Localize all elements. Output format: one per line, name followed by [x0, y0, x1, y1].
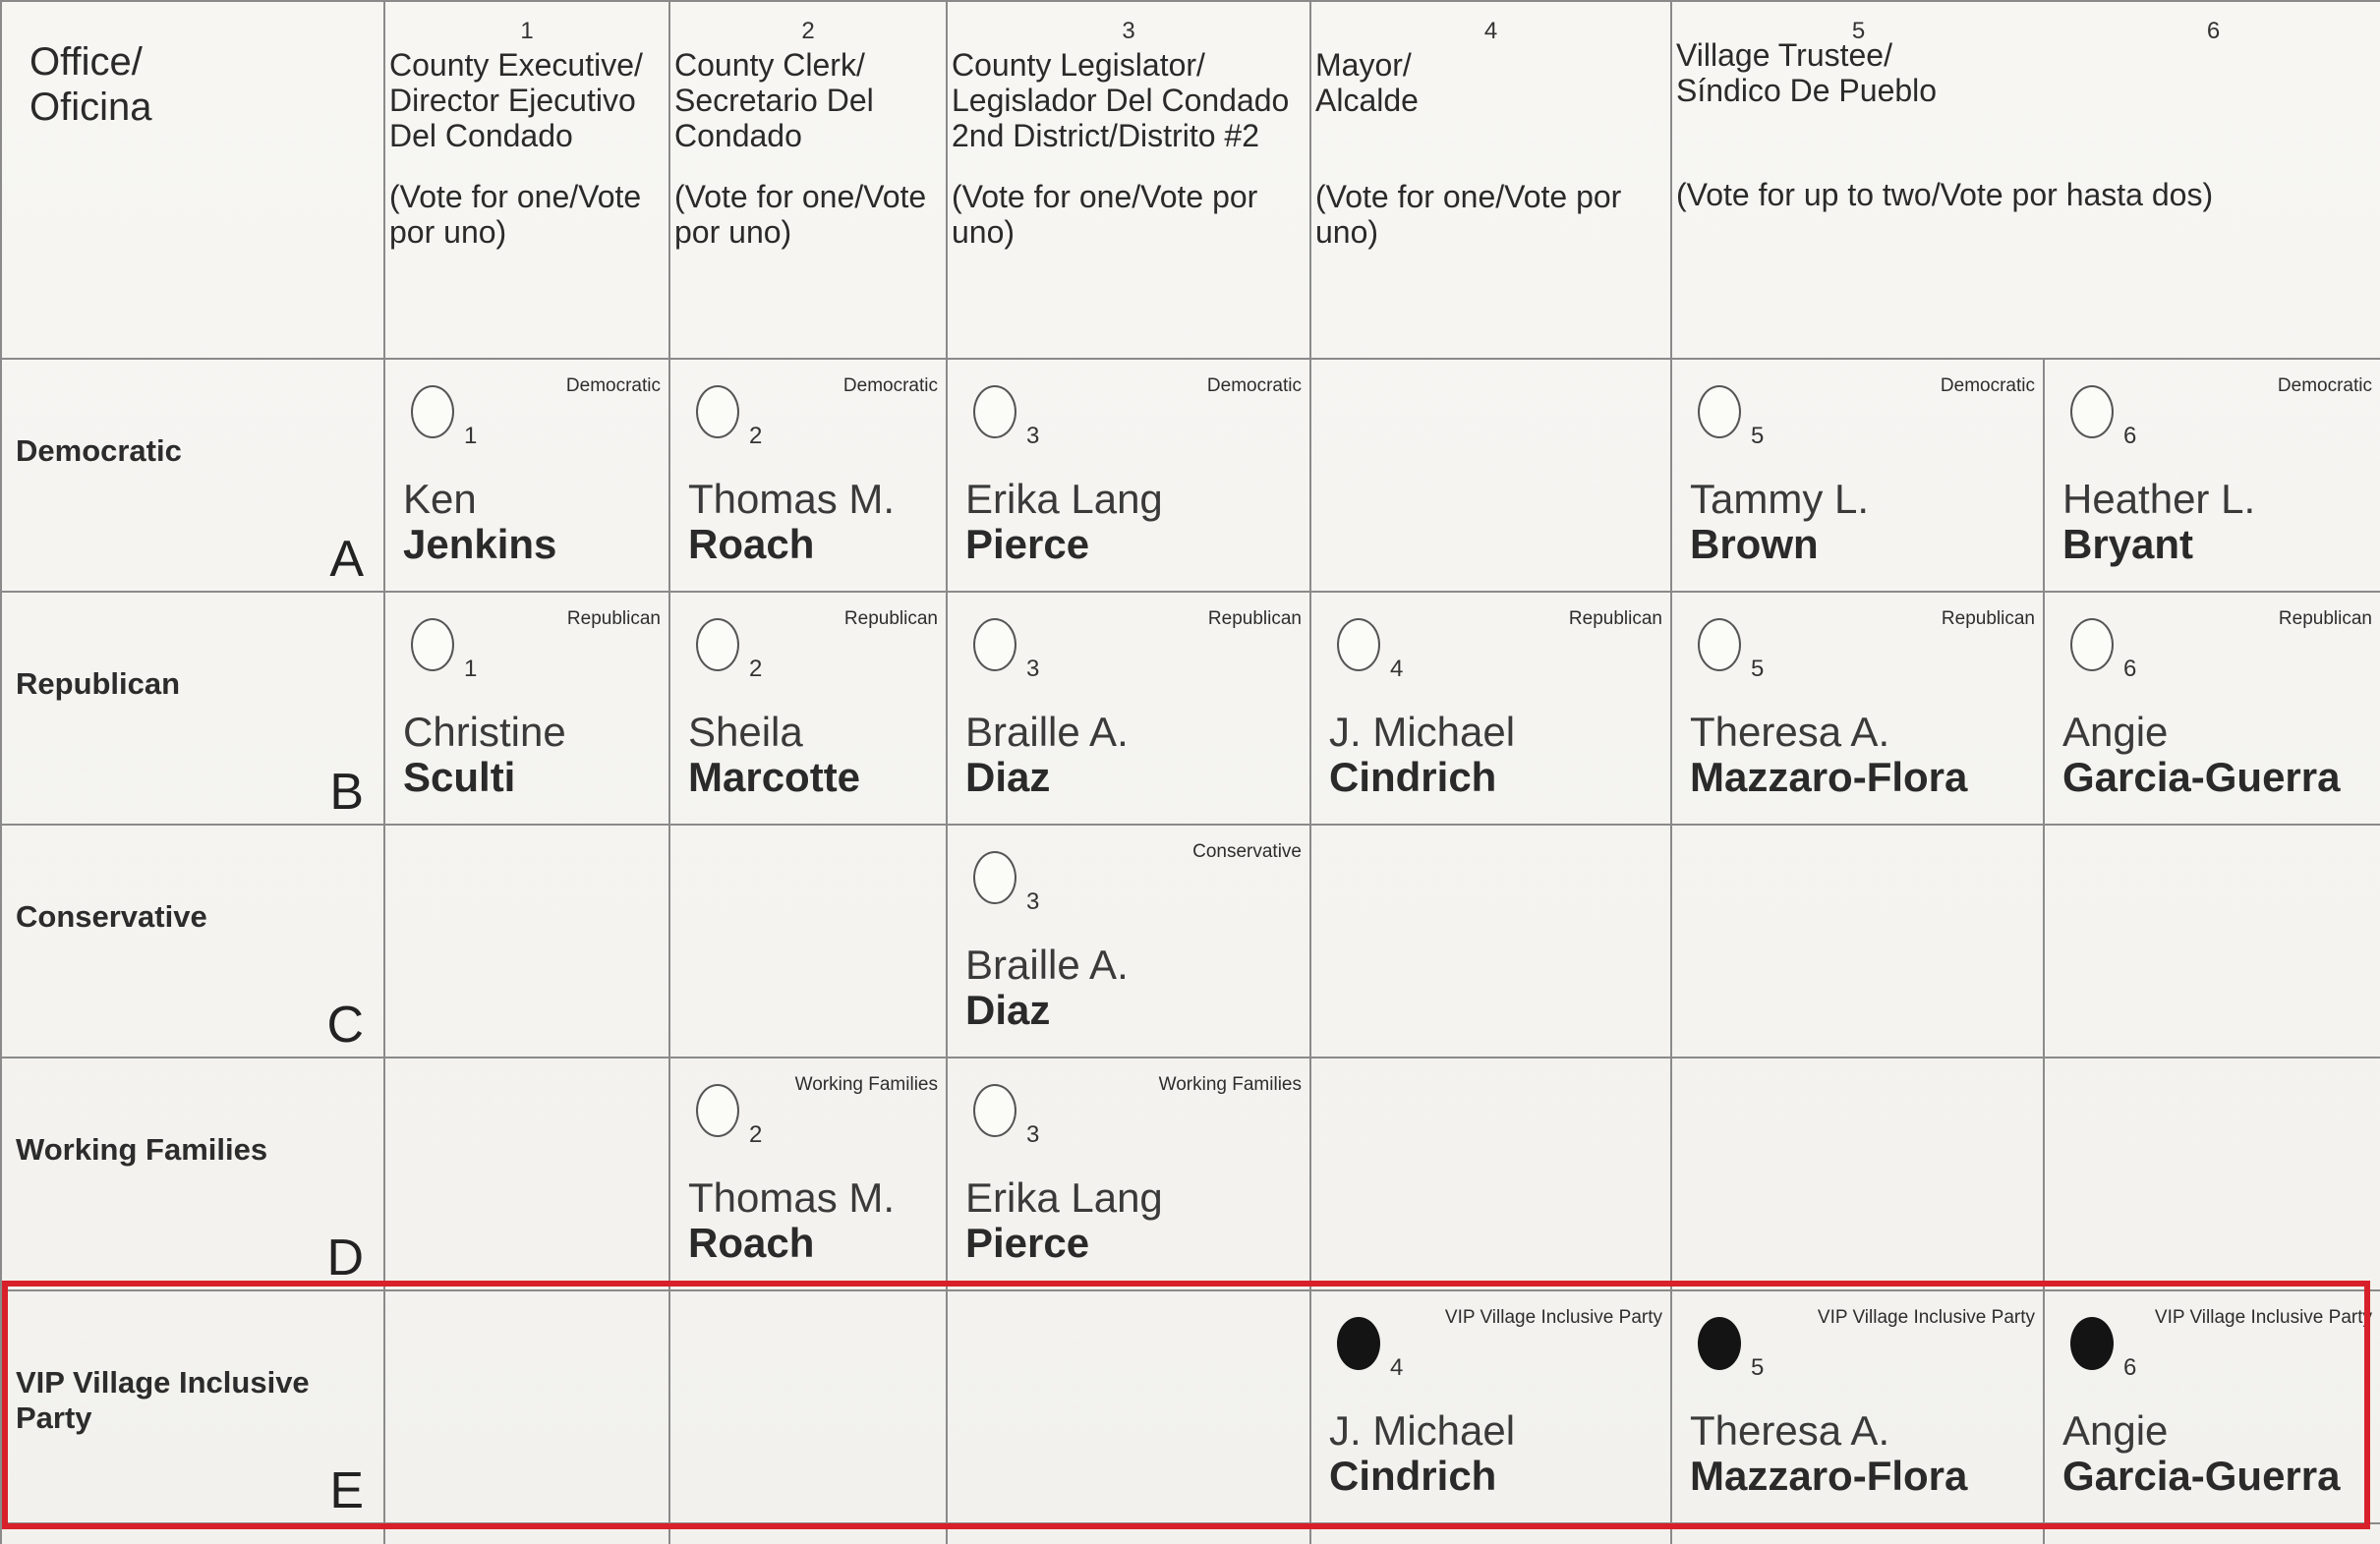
vote-oval[interactable] — [696, 618, 739, 671]
party-name: Republican — [16, 666, 181, 701]
party-row-a — [1, 359, 2380, 592]
oval-number: 3 — [1026, 656, 1040, 682]
office-name: Village Trustee/ Síndico De Pueblo — [1676, 37, 1938, 108]
party-row-e — [1, 1290, 2380, 1523]
vote-oval[interactable] — [2070, 618, 2114, 671]
party-name: Democratic — [16, 433, 182, 468]
candidate-party: Working Families — [1158, 1074, 1302, 1095]
candidate-party: Democratic — [1206, 375, 1302, 396]
party-label-cell — [1, 825, 384, 1058]
column-number: 5 — [1851, 18, 1866, 44]
candidate-party: Democratic — [1940, 375, 2035, 396]
vote-oval[interactable] — [1698, 618, 1741, 671]
candidate-first-name: Christine — [403, 709, 566, 755]
vote-oval[interactable] — [2070, 1317, 2114, 1370]
party-row-b — [1, 592, 2380, 825]
candidate-cell — [669, 359, 947, 592]
office-header-row — [1, 1, 2380, 359]
office-column-3 — [947, 1, 1310, 359]
candidate-first-name: Thomas M. — [688, 476, 896, 522]
vote-oval[interactable] — [696, 385, 739, 438]
candidate-party: Democratic — [842, 375, 938, 396]
candidate-party: Republican — [1568, 608, 1662, 629]
oval-number: 5 — [1751, 1354, 1765, 1381]
candidate-party: Conservative — [1192, 841, 1302, 862]
candidate-last-name: Pierce — [965, 1220, 1090, 1266]
column-number: 3 — [1122, 18, 1135, 44]
candidate-last-name: Brown — [1690, 521, 1819, 567]
empty-cell — [1671, 1058, 2044, 1290]
vote-oval[interactable] — [973, 1084, 1016, 1137]
column-number: 2 — [801, 18, 815, 44]
oval-number: 3 — [1026, 888, 1040, 915]
party-label-cell — [1, 592, 384, 825]
vote-instruction: (Vote for up to two/Vote por hasta dos) — [1676, 177, 2214, 212]
next-row-edge — [1, 1523, 2380, 1544]
vote-instruction: (Vote for one/Vote por uno) — [1315, 179, 1622, 250]
office-name: County Executive/ Director Ejecutivo Del Condado — [389, 47, 643, 153]
row-letter: E — [329, 1462, 364, 1519]
column-number: 1 — [520, 18, 534, 44]
candidate-last-name: Jenkins — [403, 521, 557, 567]
empty-cell — [947, 1290, 1310, 1523]
candidate-last-name: Mazzaro-Flora — [1690, 1453, 1968, 1499]
candidate-party: Republican — [2278, 608, 2372, 629]
candidate-first-name: Thomas M. — [688, 1174, 896, 1221]
office-label: Office/ Oficina — [29, 40, 152, 129]
row-letter: D — [326, 1229, 364, 1287]
candidate-cell — [2044, 1290, 2380, 1523]
candidate-party: Working Families — [794, 1074, 938, 1095]
candidate-last-name: Pierce — [965, 521, 1090, 567]
oval-number: 6 — [2123, 423, 2137, 449]
vote-oval[interactable] — [1337, 1317, 1380, 1370]
candidate-cell — [669, 1058, 947, 1290]
candidate-last-name: Diaz — [965, 987, 1051, 1033]
candidate-party: VIP Village Inclusive Party — [1444, 1307, 1662, 1328]
candidate-cell — [1310, 1290, 1671, 1523]
candidate-first-name: J. Michael — [1329, 709, 1516, 755]
vote-oval[interactable] — [696, 1084, 739, 1137]
oval-number: 4 — [1390, 1354, 1404, 1381]
candidate-last-name: Cindrich — [1329, 754, 1497, 800]
oval-number: 5 — [1751, 656, 1765, 682]
candidate-party: Republican — [1941, 608, 2035, 629]
oval-number: 3 — [1026, 423, 1040, 449]
party-label-cell — [1, 1290, 384, 1523]
column-number: 6 — [2206, 18, 2221, 44]
row-letter: C — [326, 997, 364, 1054]
candidate-cell — [1671, 592, 2044, 825]
vote-oval[interactable] — [973, 385, 1016, 438]
vote-instruction: (Vote for one/Vote por uno) — [952, 179, 1258, 250]
vote-oval[interactable] — [411, 385, 454, 438]
office-column-5-6 — [1671, 1, 2380, 359]
vote-oval[interactable] — [411, 618, 454, 671]
empty-cell — [1310, 825, 1671, 1058]
row-letter: A — [329, 531, 364, 588]
vote-oval[interactable] — [1698, 385, 1741, 438]
candidate-last-name: Garcia-Guerra — [2062, 1453, 2341, 1499]
vote-oval[interactable] — [2070, 385, 2114, 438]
empty-cell — [1671, 825, 2044, 1058]
empty-cell — [384, 1290, 669, 1523]
candidate-last-name: Cindrich — [1329, 1453, 1497, 1499]
party-row-c — [1, 825, 2380, 1058]
candidate-cell — [1310, 592, 1671, 825]
candidate-party: Republican — [1207, 608, 1302, 629]
row-letter: B — [329, 764, 364, 821]
candidate-party: Democratic — [565, 375, 661, 396]
candidate-cell — [947, 825, 1310, 1058]
party-row-d — [1, 1058, 2380, 1290]
oval-number: 2 — [749, 1121, 763, 1148]
candidate-party: VIP Village Inclusive Party — [1817, 1307, 2035, 1328]
candidate-first-name: Ken — [403, 476, 477, 522]
oval-number: 6 — [2123, 656, 2137, 682]
candidate-first-name: Angie — [2062, 1407, 2169, 1454]
candidate-cell — [947, 1058, 1310, 1290]
candidate-party: Democratic — [2277, 375, 2372, 396]
oval-number: 2 — [749, 656, 763, 682]
empty-cell — [1310, 1058, 1671, 1290]
column-number: 4 — [1483, 18, 1498, 44]
candidate-cell — [947, 359, 1310, 592]
empty-cell — [669, 1290, 947, 1523]
office-label-cell — [1, 1, 384, 359]
candidate-first-name: Braille A. — [965, 942, 1129, 988]
vote-oval[interactable] — [1337, 618, 1380, 671]
candidate-last-name: Mazzaro-Flora — [1690, 754, 1968, 800]
candidate-cell — [1671, 1290, 2044, 1523]
party-name: Conservative — [16, 899, 207, 934]
candidate-party: Republican — [843, 608, 938, 629]
oval-number: 5 — [1751, 423, 1765, 449]
candidate-last-name: Roach — [688, 1220, 815, 1266]
candidate-party: VIP Village Inclusive Party — [2154, 1307, 2372, 1328]
candidate-last-name: Bryant — [2062, 521, 2194, 567]
oval-number: 1 — [464, 423, 478, 449]
candidate-first-name: Angie — [2062, 709, 2169, 755]
candidate-first-name: Erika Lang — [965, 476, 1163, 522]
candidate-cell — [947, 592, 1310, 825]
candidate-last-name: Marcotte — [688, 754, 861, 800]
candidate-cell — [384, 359, 669, 592]
candidate-first-name: Theresa A. — [1690, 1407, 1890, 1454]
empty-cell — [384, 825, 669, 1058]
office-name: County Clerk/ Secretario Del Condado — [674, 47, 874, 153]
candidate-first-name: Tammy L. — [1690, 476, 1870, 522]
candidate-last-name: Garcia-Guerra — [2062, 754, 2341, 800]
office-name: Mayor/ Alcalde — [1315, 47, 1419, 118]
party-name: VIP Village Inclusive Party — [16, 1365, 310, 1435]
candidate-last-name: Roach — [688, 521, 815, 567]
vote-oval[interactable] — [973, 851, 1016, 904]
candidate-first-name: Heather L. — [2062, 476, 2256, 522]
empty-cell — [2044, 825, 2380, 1058]
candidate-cell — [669, 592, 947, 825]
candidate-first-name: Erika Lang — [965, 1174, 1163, 1221]
vote-instruction: (Vote for one/Vote por uno) — [389, 179, 642, 250]
candidate-cell — [384, 592, 669, 825]
office-column-2 — [669, 1, 947, 359]
office-column-4 — [1310, 1, 1671, 359]
party-label-cell — [1, 1058, 384, 1290]
candidate-cell — [2044, 359, 2380, 592]
party-label-cell — [1, 359, 384, 592]
vote-instruction: (Vote for one/Vote por uno) — [674, 179, 927, 250]
office-column-1 — [384, 1, 669, 359]
vote-oval[interactable] — [1698, 1317, 1741, 1370]
candidate-last-name: Sculti — [403, 754, 516, 800]
vote-oval[interactable] — [973, 618, 1016, 671]
party-name: Working Families — [16, 1132, 268, 1167]
oval-number: 3 — [1026, 1121, 1040, 1148]
oval-number: 4 — [1390, 656, 1404, 682]
empty-cell — [384, 1058, 669, 1290]
candidate-first-name: Theresa A. — [1690, 709, 1890, 755]
empty-cell — [669, 825, 947, 1058]
empty-cell — [1310, 359, 1671, 592]
oval-number: 2 — [749, 423, 763, 449]
office-name: County Legislator/ Legislador Del Condado 2nd District/Distrito #2 — [952, 47, 1290, 153]
oval-number: 6 — [2123, 1354, 2137, 1381]
candidate-party: Republican — [566, 608, 661, 629]
candidate-cell — [1671, 359, 2044, 592]
candidate-first-name: Sheila — [688, 709, 803, 755]
candidate-cell — [2044, 592, 2380, 825]
candidate-first-name: Braille A. — [965, 709, 1129, 755]
candidate-last-name: Diaz — [965, 754, 1051, 800]
empty-cell — [2044, 1058, 2380, 1290]
candidate-first-name: J. Michael — [1329, 1407, 1516, 1454]
oval-number: 1 — [464, 656, 478, 682]
